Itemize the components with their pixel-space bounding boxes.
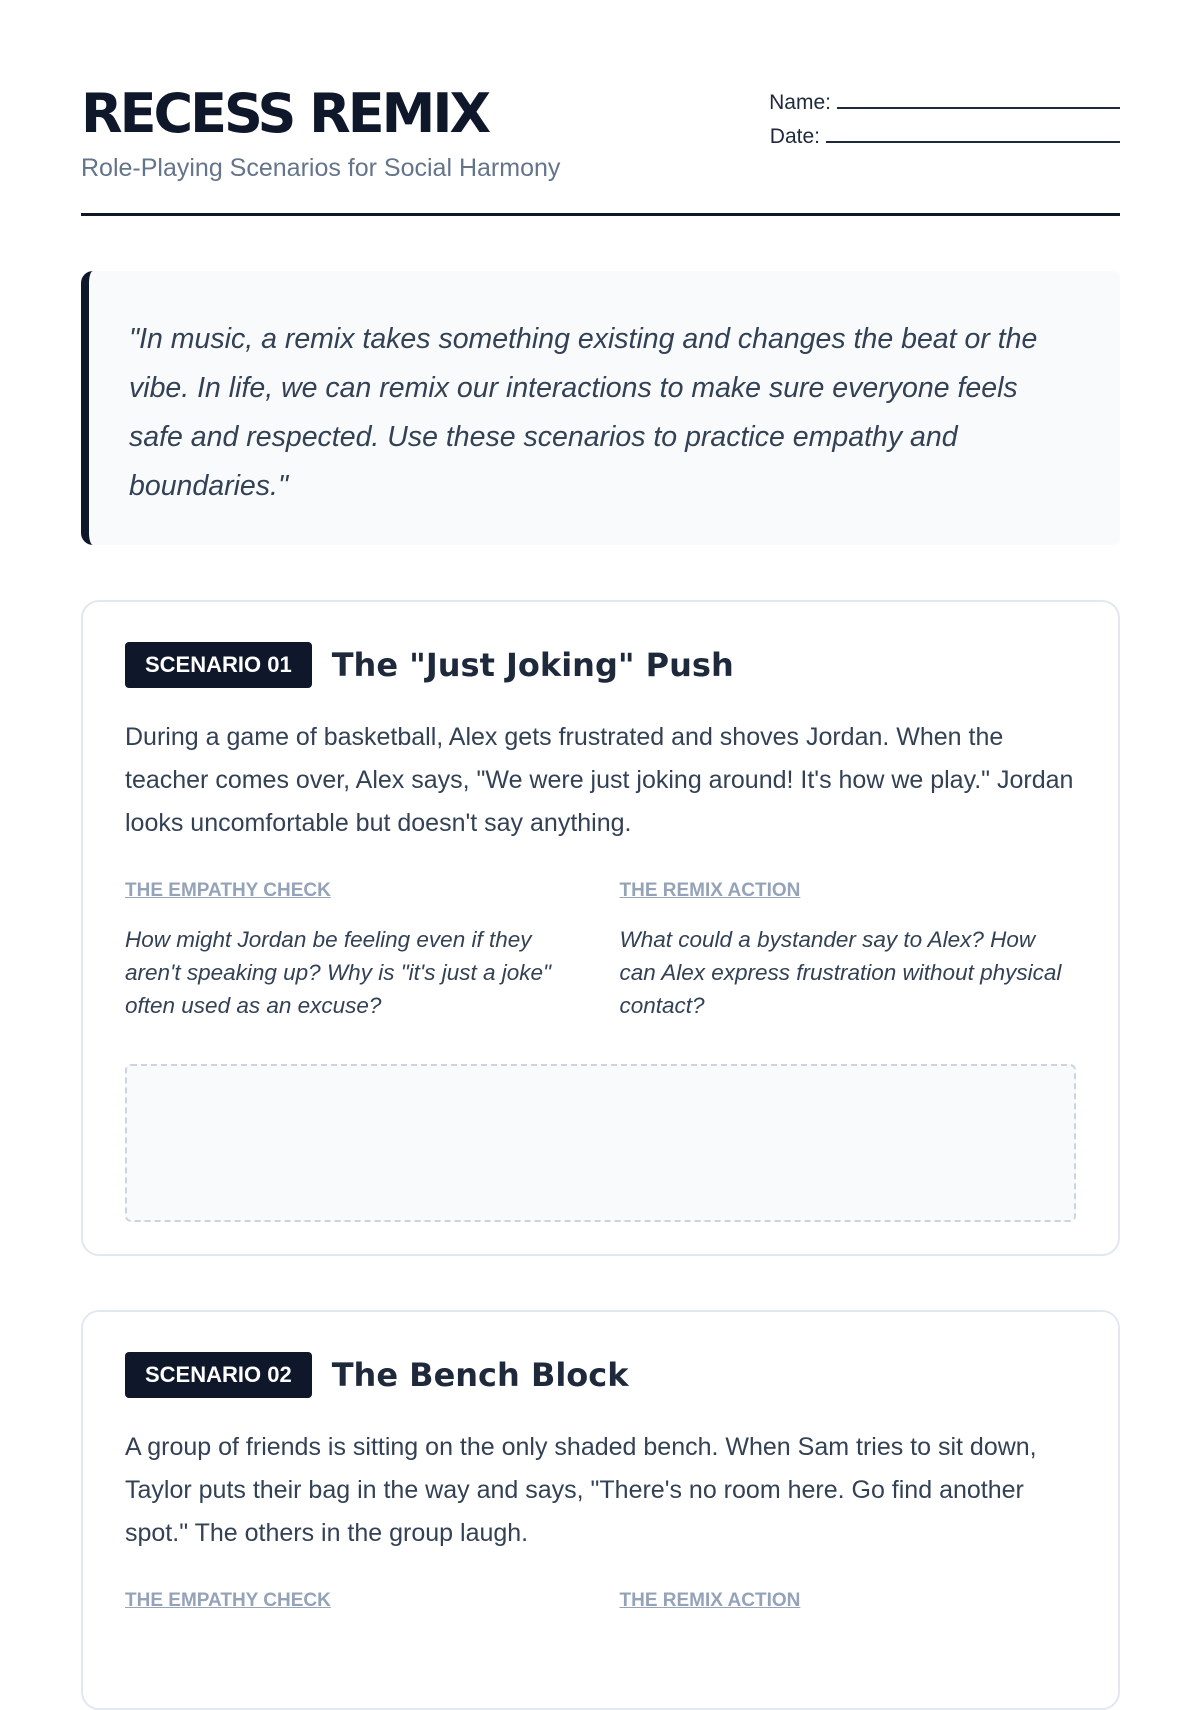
empathy-check — [125, 879, 620, 1022]
header-divider — [81, 213, 1120, 216]
scenario-description: During a game of basketball, Alex gets frustrated and shoves Jordan. When the teacher comes over, Alex says, "We were just joking around! It's how we play." Jordan looks uncomfortable but doesn't say anything. — [125, 723, 1074, 837]
empathy-check — [125, 1589, 620, 1613]
scenario-card-1 — [81, 600, 1120, 1256]
empathy-check-label: THE EMPATHY CHECK — [125, 880, 331, 901]
empathy-check-text: How might Jordan be feeling even if they aren't speaking up? Why is "it's just a joke" often used as an excuse? — [125, 927, 552, 1018]
remix-action-label: THE REMIX ACTION — [619, 1590, 801, 1611]
name-field[interactable] — [769, 86, 1120, 120]
remix-action-text: What could a bystander say to Alex? How can Alex express frustration without physical contact? — [619, 927, 1062, 1018]
scenario-header — [125, 642, 1076, 688]
scenario-prompts — [125, 1589, 1076, 1613]
scenario-card-2 — [81, 1310, 1120, 1710]
date-field[interactable] — [769, 120, 1120, 154]
date-line[interactable] — [826, 123, 1120, 143]
scenario-header — [125, 1352, 1076, 1398]
intro-quote — [81, 271, 1120, 545]
date-label: Date: — [769, 125, 820, 148]
empathy-check-label: THE EMPATHY CHECK — [125, 1590, 331, 1611]
remix-action-label: THE REMIX ACTION — [619, 880, 801, 901]
header — [81, 82, 1120, 183]
page-title: RECESS REMIX — [81, 82, 489, 145]
scenario-badge: SCENARIO 01 — [125, 642, 312, 688]
scenario-title: The Bench Block — [331, 1356, 629, 1394]
scenario-description: A group of friends is sitting on the only shaded bench. When Sam tries to sit down, Taylor puts their bag in the way and says, "There's no room here. Go find another spot." The others in the group laugh. — [125, 1433, 1037, 1547]
student-fields — [769, 86, 1120, 154]
remix-action — [620, 1589, 1077, 1613]
intro-quote-text: "In music, a remix takes something existing and changes the beat or the vibe. In life, we can remix our interactions to make sure everyone feels safe and respected. Use these scenarios to practice empathy and boundaries." — [129, 323, 1038, 502]
name-line[interactable] — [837, 89, 1120, 109]
scenario-title: The "Just Joking" Push — [331, 646, 734, 684]
scenario-prompts — [125, 879, 1076, 1022]
answer-box[interactable] — [125, 1064, 1076, 1222]
scenario-badge: SCENARIO 02 — [125, 1352, 312, 1398]
page-subtitle: Role-Playing Scenarios for Social Harmony — [81, 154, 561, 182]
name-label: Name: — [769, 91, 831, 114]
remix-action — [620, 879, 1077, 1022]
